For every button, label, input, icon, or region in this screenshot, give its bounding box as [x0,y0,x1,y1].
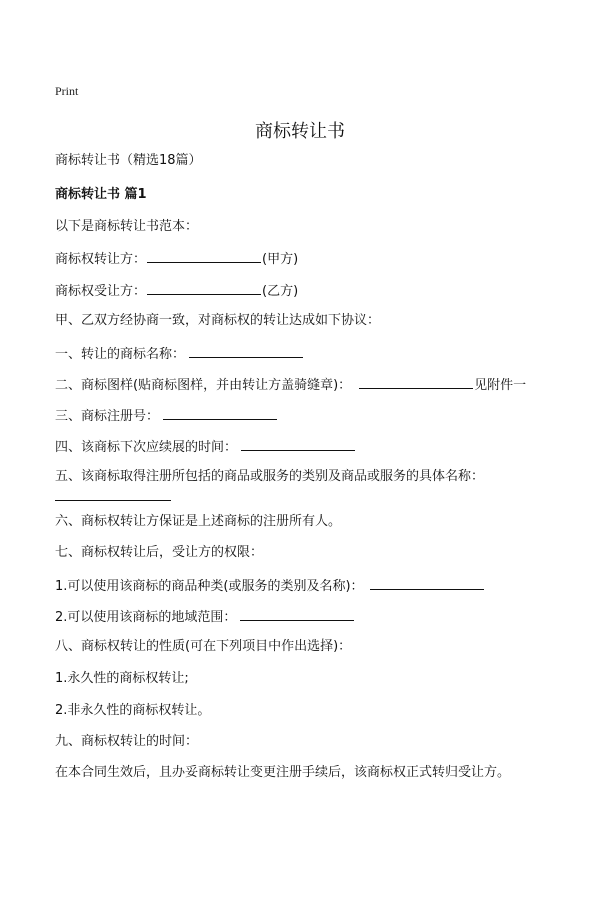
item1-line [55,345,304,363]
item3-label: 三、商标注册号： [55,409,160,424]
transferor-blank [147,250,261,263]
item7-2-label: 2.可以使用该商标的地域范围： [55,610,237,625]
item5-blank [55,499,171,501]
item2-blank [359,376,473,389]
transferee-line [55,282,298,300]
transferor-line [55,250,298,268]
item7-2-blank [240,608,354,621]
item7-1-label: 1.可以使用该商标的商品种类(或服务的类别及名称)： [55,579,364,594]
item1-label: 一、转让的商标名称： [55,347,186,362]
item3-line [55,407,278,425]
agreement-line: 甲、乙双方经协商一致，对商标权的转让达成如下协议： [55,313,381,328]
item7-2-line [55,608,355,626]
item5-line: 五、该商标取得注册所包括的商品或服务的类别及商品或服务的具体名称： [55,469,485,484]
transferee-label: 商标权受让方： [55,284,147,299]
transferor-suffix: (甲方) [262,252,299,267]
item9-text-line: 在本合同生效后，且办妥商标转让变更注册手续后，该商标权正式转归受让方。 [55,765,511,780]
transferee-blank [147,282,261,295]
item2-label: 二、商标图样(贴商标图样，并由转让方盖骑缝章)： [55,378,352,393]
intro-line: 以下是商标转让书范本： [55,219,199,234]
item7-1-blank [370,577,484,590]
item9-line: 九、商标权转让的时间： [55,734,199,749]
transferee-suffix: (乙方) [262,284,299,299]
print-label[interactable]: Print [55,84,79,98]
item6-line: 六、商标权转让方保证是上述商标的注册所有人。 [55,514,342,529]
item2-suffix: 见附件一 [474,378,527,393]
transferor-label: 商标权转让方： [55,252,147,267]
document-title: 商标转让书 [255,121,345,142]
item8-2-line: 2.非永久性的商标权转让。 [55,703,211,718]
item7-line: 七、商标权转让后，受让方的权限： [55,545,264,560]
item2-line [55,376,526,394]
item3-blank [163,407,277,420]
item4-line [55,438,356,456]
item7-1-line [55,577,485,595]
document-subtitle: 商标转让书（精选18篇） [55,153,202,168]
item4-blank [241,438,355,451]
item8-line: 八、商标权转让的性质(可在下列项目中作出选择)： [55,639,352,654]
item4-label: 四、该商标下次应续展的时间： [55,440,238,455]
item1-blank [189,345,303,358]
item8-1-line: 1.永久性的商标权转让; [55,671,189,686]
section-heading: 商标转让书 篇1 [55,187,147,202]
